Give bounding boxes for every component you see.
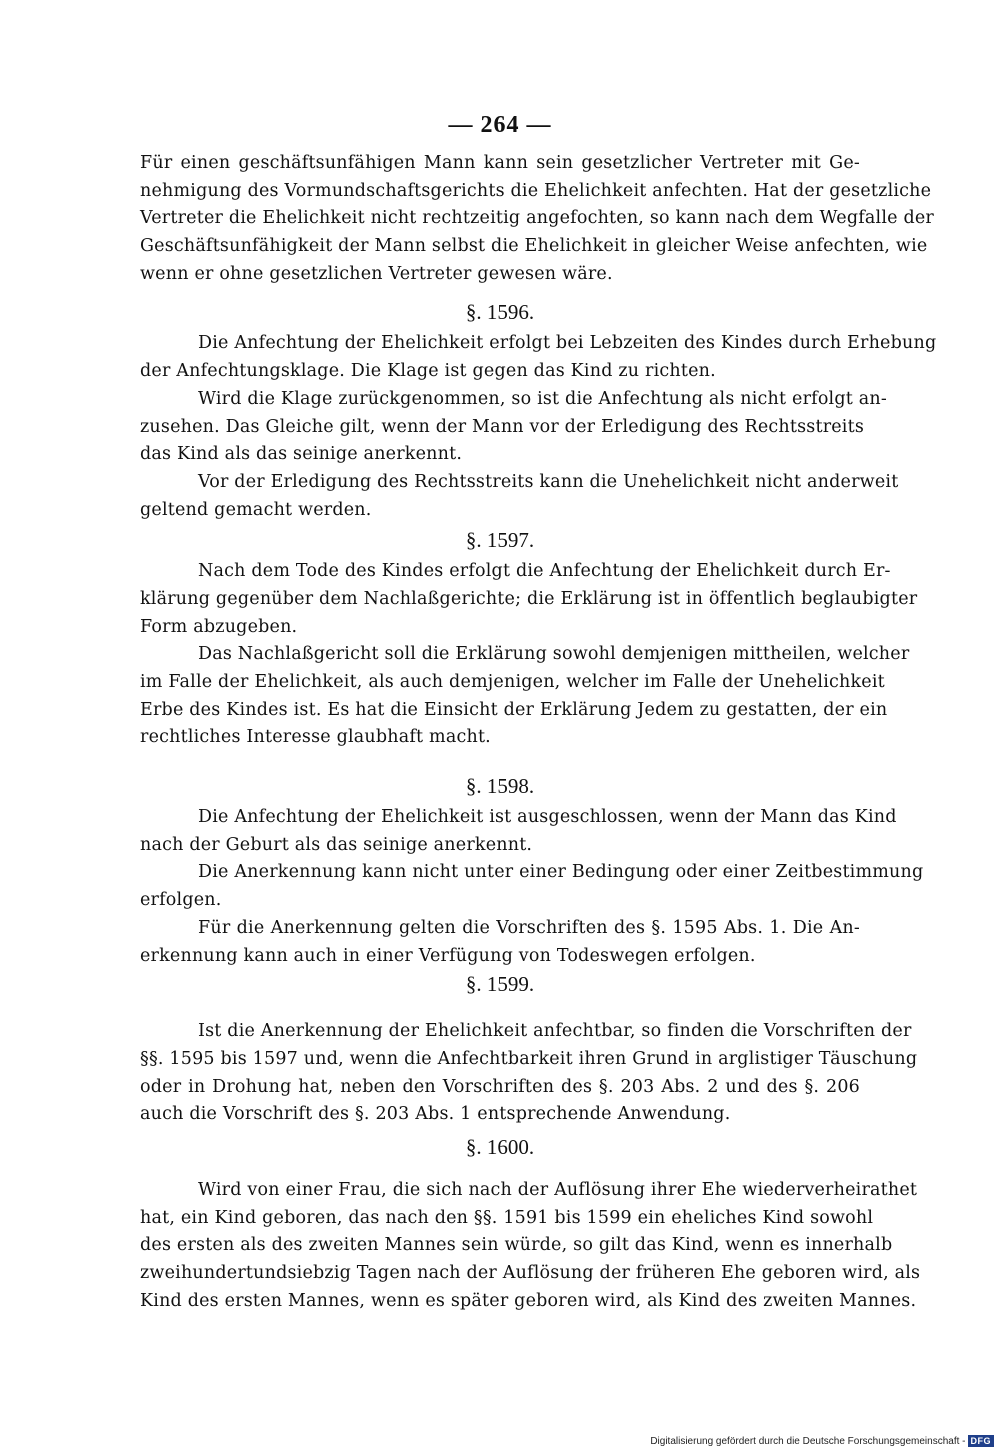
text-line: Nach dem Tode des Kindes erfolgt die Anfechtung der Ehelichkeit durch Er- — [198, 561, 891, 582]
paragraph — [140, 641, 910, 752]
text-line: erkennung kann auch in einer Verfügung von Todeswegen erfolgen. — [140, 945, 756, 966]
text-line: Die Anfechtung der Ehelichkeit erfolgt bei Lebzeiten des Kindes durch Erhebung — [198, 333, 937, 354]
text-line: Für die Anerkennung gelten die Vorschriften des §. 1595 Abs. 1. Die An- — [198, 917, 860, 938]
text-line: rechtliches Interesse glaubhaft macht. — [140, 727, 491, 748]
text-line: Für einen geschäftsunfähigen Mann kann sein gesetzlicher Vertreter mit Ge- — [140, 153, 860, 173]
text-line: Das Nachlaßgericht soll die Erklärung sowohl demjenigen mittheilen, welcher — [198, 644, 910, 665]
text-line: Wird die Klage zurückgenommen, so ist die Anfechtung als nicht erfolgt an- — [198, 388, 887, 409]
text-line: nach der Geburt als das seinige anerkennt. — [140, 834, 533, 855]
paragraph — [140, 558, 918, 641]
text-line: zweihundertundsiebzig Tagen nach der Auflösung der früheren Ehe geboren wird, als — [140, 1263, 921, 1283]
section-heading: §. 1597. — [465, 528, 535, 553]
text-line: zusehen. Das Gleiche gilt, wenn der Mann vor der Erledigung des Rechtsstreits — [140, 416, 865, 437]
text-line: Erbe des Kindes ist. Es hat die Einsicht der Erklärung Jedem zu gestatten, der ein — [140, 699, 888, 720]
text-line: Geschäftsunfähigkeit der Mann selbst die Ehelichkeit in gleicher Weise anfechten, wie — [140, 236, 928, 257]
paragraph — [140, 915, 860, 970]
text-line: Wird von einer Frau, die sich nach der Auflösung ihrer Ehe wiederverheirathet — [198, 1179, 918, 1200]
paragraph — [140, 469, 899, 524]
paragraph — [140, 1018, 918, 1129]
text-line: geltend gemacht werden. — [140, 499, 372, 520]
document-body — [140, 150, 937, 1315]
text-line: Die Anfechtung der Ehelichkeit ist ausgeschlossen, wenn der Mann das Kind — [198, 807, 897, 828]
text-line: klärung gegenüber dem Nachlaßgerichte; die Erklärung ist in öffentlich beglaubigter — [140, 588, 918, 609]
text-line: auch die Vorschrift des §. 203 Abs. 1 entsprechende Anwendung. — [140, 1104, 731, 1125]
text-line: erfolgen. — [140, 890, 222, 911]
page-number: — 264 — — [448, 112, 552, 138]
text-line: des ersten als des zweiten Mannes sein würde, so gilt das Kind, wenn es innerhalb — [140, 1235, 893, 1256]
text-line: der Anfechtungsklage. Die Klage ist gegen das Kind zu richten. — [140, 361, 716, 382]
text-line: das Kind als das seinige anerkennt. — [140, 444, 463, 465]
dfg-logo: DFG — [968, 1435, 995, 1447]
section-heading: §. 1599. — [465, 972, 535, 997]
text-line: Kind des ersten Mannes, wenn es später geboren wird, als Kind des zweiten Mannes. — [140, 1290, 917, 1311]
text-line: wenn er ohne gesetzlichen Vertreter gewesen wäre. — [140, 263, 613, 284]
section-heading: §. 1596. — [465, 300, 535, 325]
paragraph — [140, 386, 887, 469]
paragraph — [140, 859, 924, 914]
text-line: Ist die Anerkennung der Ehelichkeit anfechtbar, so finden die Vorschriften der — [198, 1021, 912, 1042]
paragraph — [140, 150, 934, 288]
text-line: nehmigung des Vormundschaftsgerichts die Ehelichkeit anfechten. Hat der gesetzliche — [140, 180, 932, 201]
text-line: im Falle der Ehelichkeit, als auch demjenigen, welcher im Falle der Unehelichkeit — [140, 672, 885, 692]
text-line: oder in Drohung hat, neben den Vorschriften des §. 203 Abs. 2 und des §. 206 — [140, 1076, 860, 1097]
paragraph — [140, 804, 897, 859]
text-line: §§. 1595 bis 1597 und, wenn die Anfechtbarkeit ihren Grund in arglistiger Täuschung — [140, 1048, 918, 1069]
footer-text: Digitalisierung gefördert durch die Deutsche Forschungsgemeinschaft - — [650, 1435, 966, 1447]
paragraph — [140, 1177, 921, 1315]
section-heading: §. 1598. — [465, 774, 535, 799]
text-line: Die Anerkennung kann nicht unter einer Bedingung oder einer Zeitbestimmung — [198, 862, 924, 883]
text-line: Vor der Erledigung des Rechtsstreits kann die Unehelichkeit nicht anderweit — [198, 471, 899, 492]
digitization-footer — [650, 1435, 994, 1447]
paragraph — [140, 330, 937, 385]
text-line: Form abzugeben. — [140, 616, 298, 637]
text-line: Vertreter die Ehelichkeit nicht rechtzeitig angefochten, so kann nach dem Wegfalle der — [140, 208, 934, 229]
text-line: hat, ein Kind geboren, das nach den §§. 1591 bis 1599 ein eheliches Kind sowohl — [140, 1207, 874, 1228]
section-heading: §. 1600. — [465, 1134, 535, 1159]
